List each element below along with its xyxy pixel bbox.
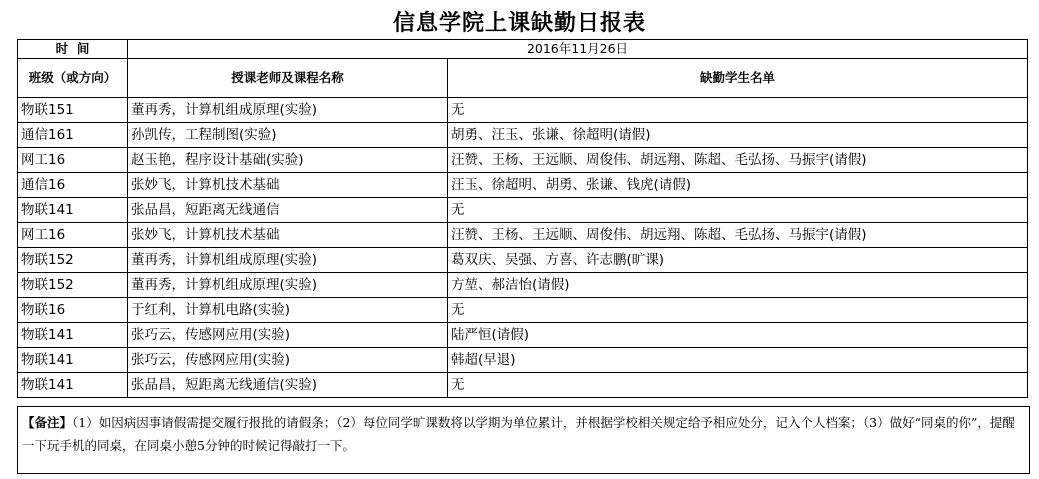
cell-course: 董再秀，计算机组成原理(实验) <box>128 273 448 298</box>
header-class: 班级（或方向） <box>18 59 128 98</box>
cell-absent: 胡勇、汪玉、张谦、徐超明(请假) <box>448 123 1028 148</box>
absence-report-table <box>17 39 1028 398</box>
cell-class: 网工16 <box>18 223 128 248</box>
cell-class: 物联152 <box>18 273 128 298</box>
table-row <box>18 373 1028 398</box>
remarks-label: 【备注】 <box>22 415 73 430</box>
cell-course: 赵玉艳，程序设计基础(实验) <box>128 148 448 173</box>
cell-class: 物联16 <box>18 298 128 323</box>
cell-course: 张巧云，传感网应用(实验) <box>128 348 448 373</box>
table-row <box>18 198 1028 223</box>
cell-absent: 葛双庆、吴强、方喜、许志鹏(旷课) <box>448 248 1028 273</box>
cell-absent: 汪赞、王杨、王远顺、周俊伟、胡远翔、陈超、毛弘扬、马振宇(请假) <box>448 148 1028 173</box>
cell-absent: 汪玉、徐超明、胡勇、张谦、钱虎(请假) <box>448 173 1028 198</box>
cell-class: 物联141 <box>18 323 128 348</box>
time-label: 时 间 <box>18 40 128 59</box>
table-row <box>18 223 1028 248</box>
cell-course: 孙凯传，工程制图(实验) <box>128 123 448 148</box>
cell-class: 网工16 <box>18 148 128 173</box>
cell-course: 张巧云，传感网应用(实验) <box>128 323 448 348</box>
cell-absent: 方堃、郝洁怡(请假) <box>448 273 1028 298</box>
page-title: 信息学院上课缺勤日报表 <box>392 10 646 36</box>
header-absent: 缺勤学生名单 <box>448 59 1028 98</box>
remarks-box <box>17 406 1030 474</box>
cell-absent: 韩超(早退) <box>448 348 1028 373</box>
cell-class: 物联141 <box>18 348 128 373</box>
cell-class: 物联141 <box>18 373 128 398</box>
report-date: 2016年11月26日 <box>128 40 1028 59</box>
table-row <box>18 248 1028 273</box>
table-row <box>18 298 1028 323</box>
remarks-text: （1）如因病因事请假需提交履行报批的请假条；（2）每位同学旷课数将以学期为单位累计，并根据学校相关规定给予相应处分，记入个人档案；（3）做好“同桌的你”，提醒一下玩手机的同桌，在同桌小憩5分钟的时候记得敲打一下。 <box>22 415 1015 453</box>
table-row <box>18 273 1028 298</box>
cell-class: 通信16 <box>18 173 128 198</box>
cell-absent: 无 <box>448 373 1028 398</box>
table-row <box>18 348 1028 373</box>
cell-course: 董再秀，计算机组成原理(实验) <box>128 98 448 123</box>
cell-absent: 无 <box>448 298 1028 323</box>
cell-class: 物联141 <box>18 198 128 223</box>
table-row <box>18 173 1028 198</box>
cell-class: 物联151 <box>18 98 128 123</box>
header-row <box>18 59 1028 98</box>
time-row <box>18 40 1028 59</box>
table-row <box>18 323 1028 348</box>
cell-absent: 汪赞、王杨、王远顺、周俊伟、胡远翔、陈超、毛弘扬、马振宇(请假) <box>448 223 1028 248</box>
cell-course: 董再秀，计算机组成原理(实验) <box>128 248 448 273</box>
cell-class: 通信161 <box>18 123 128 148</box>
cell-course: 于红利，计算机电路(实验) <box>128 298 448 323</box>
table-row <box>18 123 1028 148</box>
cell-course: 张品昌，短距离无线通信 <box>128 198 448 223</box>
cell-course: 张妙飞，计算机技术基础 <box>128 173 448 198</box>
cell-course: 张品昌，短距离无线通信(实验) <box>128 373 448 398</box>
header-course: 授课老师及课程名称 <box>128 59 448 98</box>
cell-class: 物联152 <box>18 248 128 273</box>
cell-course: 张妙飞，计算机技术基础 <box>128 223 448 248</box>
cell-absent: 陆严恒(请假) <box>448 323 1028 348</box>
table-row <box>18 148 1028 173</box>
table-row <box>18 98 1028 123</box>
cell-absent: 无 <box>448 98 1028 123</box>
cell-absent: 无 <box>448 198 1028 223</box>
